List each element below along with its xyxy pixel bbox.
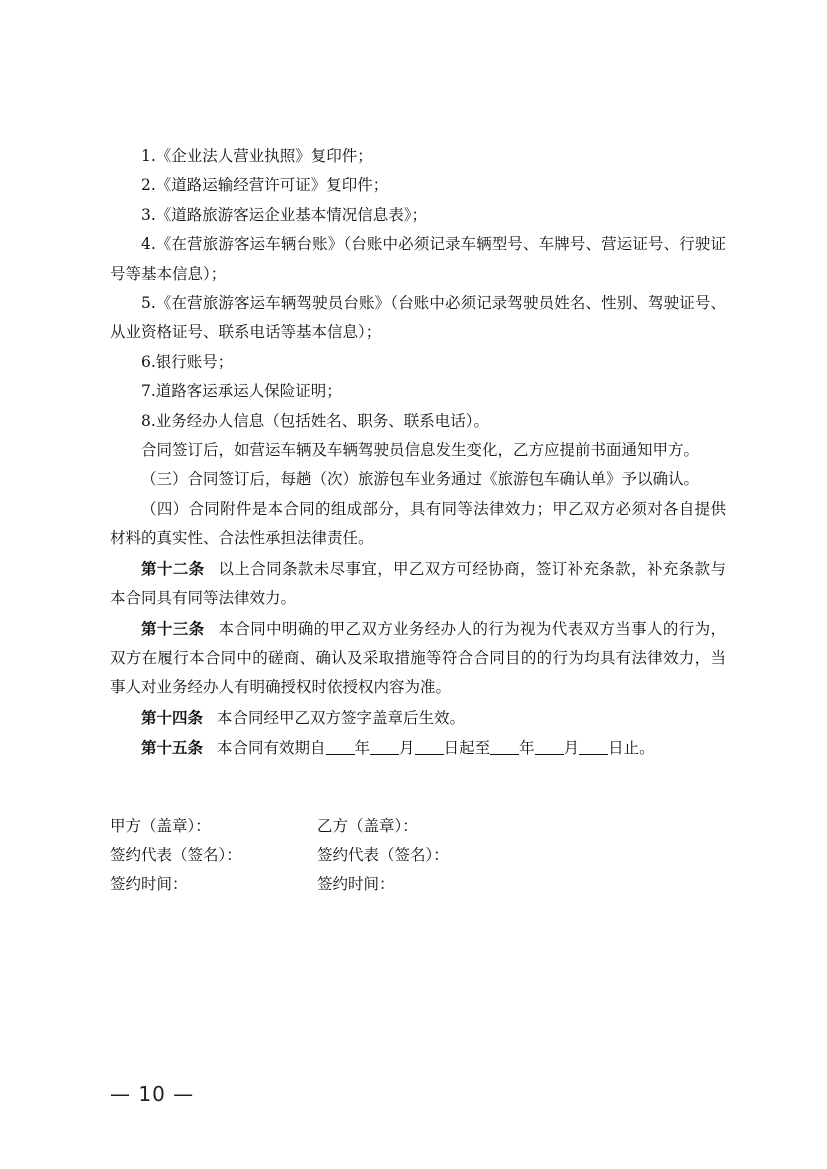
party-a-representative: 签约代表（签名）： — [110, 846, 242, 864]
article-13: 第十三条 本合同中明确的甲乙双方业务经办人的行为视为代表双方当事人的行为，双方在履行本合同中的磋商、确认及采取措施等符合合同目的的行为均具有法律效力，当事人对业务经办人有明确授权时依授权内容为准。 — [110, 618, 726, 697]
blank-end-month — [535, 739, 564, 755]
contract-body — [110, 142, 726, 764]
date-row — [110, 870, 726, 899]
blank-end-year — [490, 739, 519, 755]
blank-start-year — [326, 739, 355, 755]
list-item: 3.《道路旅游客运企业基本情况信息表》； — [141, 205, 428, 224]
party-a-seal: 甲方（盖章）： — [110, 817, 211, 835]
article-heading: 第十五条 — [141, 738, 204, 758]
page-number: — 10 — — [110, 1082, 195, 1106]
article-heading: 第十四条 — [141, 707, 204, 727]
article-14: 第十四条 本合同经甲乙双方签字盖章后生效。 — [141, 707, 466, 727]
representative-row — [110, 841, 726, 870]
paragraph: 合同签订后，如营运车辆及车辆驾驶员信息发生变化，乙方应提前书面通知甲方。 — [141, 441, 700, 460]
blank-start-day — [415, 739, 444, 755]
list-item: 8.业务经办人信息（包括姓名、职务、联系电话）。 — [141, 411, 490, 430]
article-15: 第十五条 本合同有效期自 年 月 日起至 年 月 日止。 — [141, 738, 655, 758]
seal-row — [110, 812, 726, 841]
list-item: 4.《在营旅游客运车辆台账》（台账中必须记录车辆型号、车牌号、营运证号、行驶证号等基本信息）； — [110, 235, 726, 283]
party-b-representative: 签约代表（签名）： — [317, 846, 449, 864]
party-a-date: 签约时间： — [110, 875, 188, 893]
party-b-date: 签约时间： — [317, 875, 395, 893]
list-item: 2.《道路运输经营许可证》复印件； — [141, 176, 389, 195]
paragraph: （四）合同附件是本合同的组成部分，具有同等法律效力；甲乙双方必须对各自提供材料的真实性、合法性承担法律责任。 — [110, 499, 726, 548]
list-item: 5.《在营旅游客运车辆驾驶员台账》（台账中必须记录驾驶员姓名、性别、驾驶证号、从业资格证号、联系电话等基本信息）； — [110, 294, 726, 342]
article-heading: 第十二条 — [141, 558, 205, 578]
blank-end-day — [579, 739, 608, 755]
paragraph: （三）合同签订后，每趟（次）旅游包车业务通过《旅游包车确认单》予以确认。 — [141, 470, 700, 489]
party-b-seal: 乙方（盖章）： — [317, 817, 418, 835]
signature-block — [110, 812, 726, 899]
article-heading: 第十三条 — [141, 618, 205, 638]
list-item: 1.《企业法人营业执照》复印件； — [141, 147, 373, 165]
blank-start-month — [370, 739, 399, 755]
list-item: 6.银行账号； — [141, 352, 234, 371]
article-12: 第十二条 以上合同条款未尽事宜，甲乙双方可经协商，签订补充条款，补充条款与本合同具有同等法律效力。 — [110, 558, 726, 608]
list-item: 7.道路客运承运人保险证明； — [141, 382, 342, 401]
